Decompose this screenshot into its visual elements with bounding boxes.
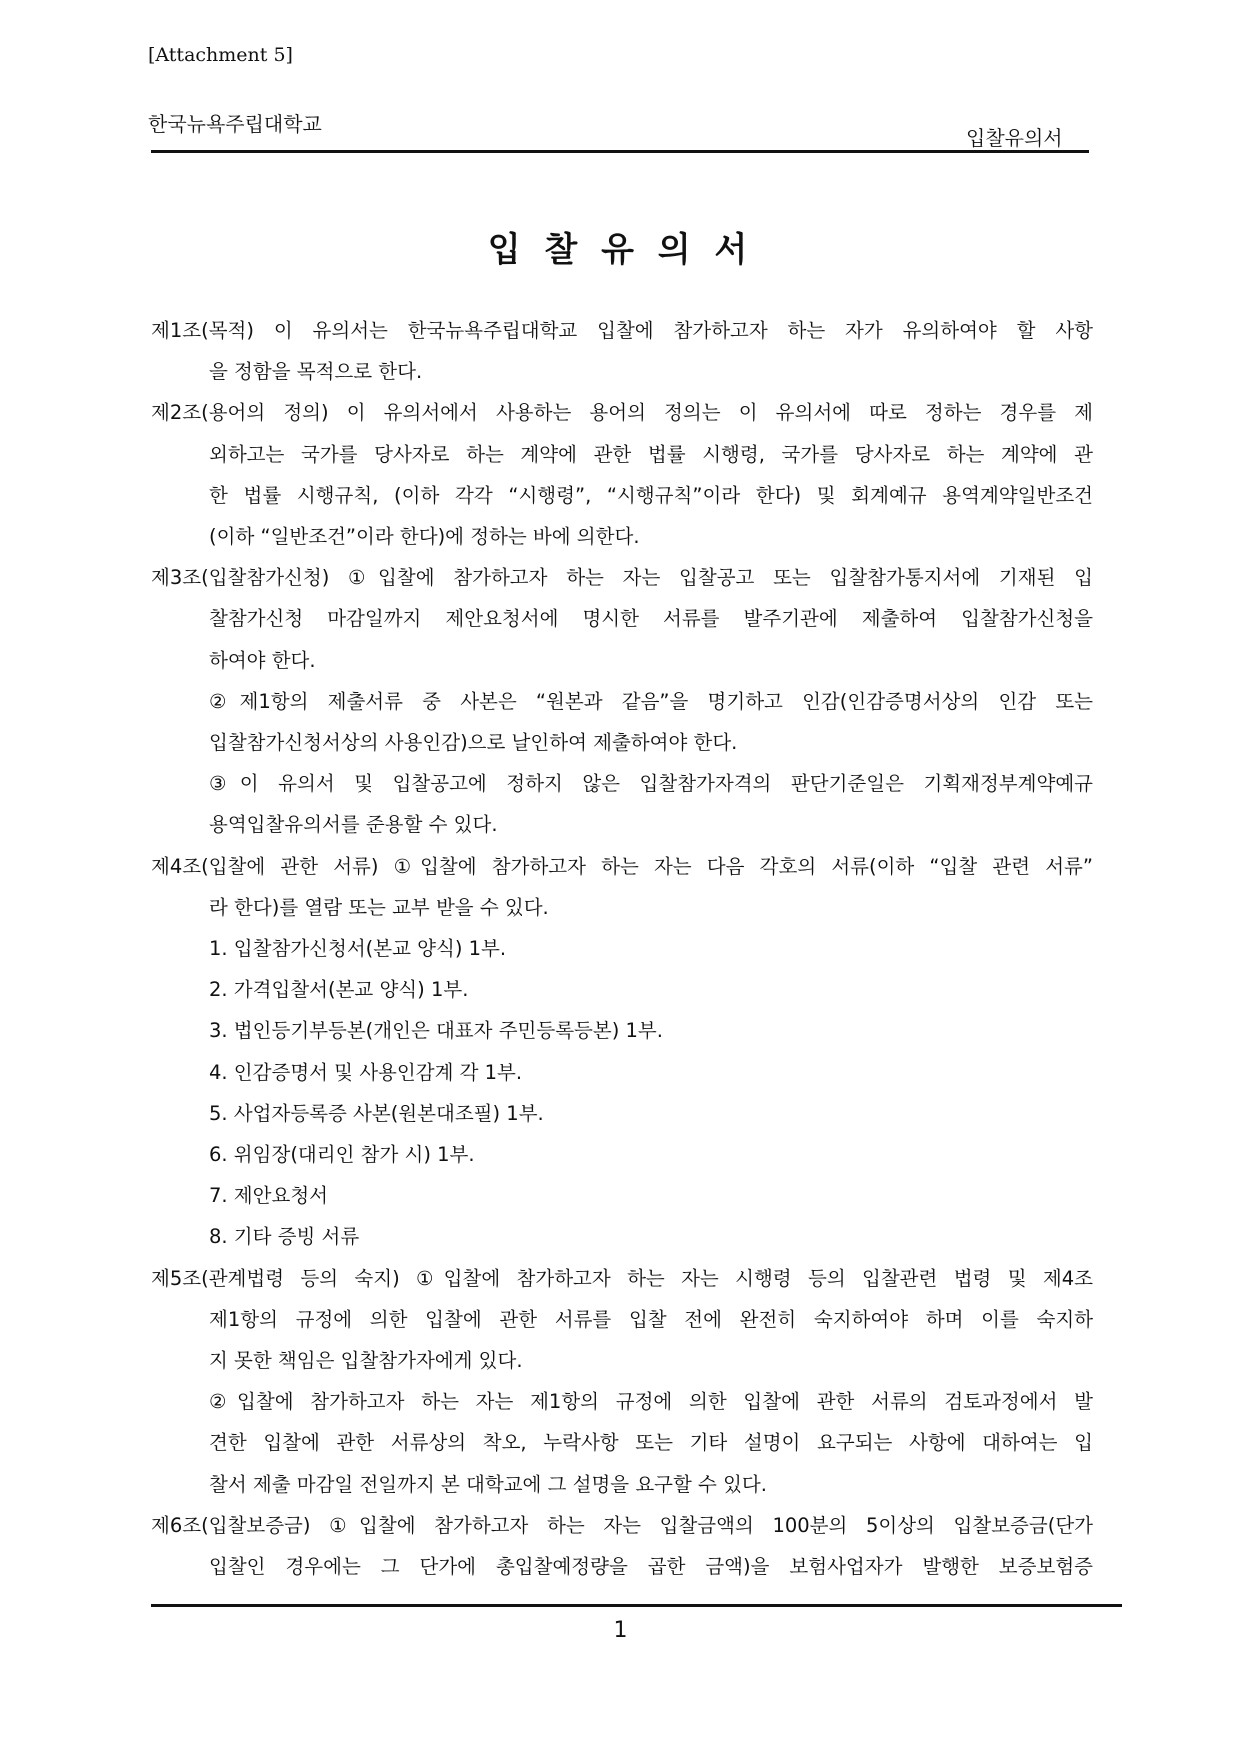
header-organization: 한국뉴욕주립대학교 (148, 112, 322, 136)
header-rule (151, 150, 1089, 153)
list-item: 3. 법인등기부등본(개인은 대표자 주민등록등본) 1부. (209, 1019, 663, 1043)
page-number: 1 (613, 1618, 628, 1643)
list-item: 5. 사업자등록증 사본(원본대조필) 1부. (209, 1101, 544, 1125)
article-first-line: 제6조(입찰보증금) ①입찰에 참가하고자 하는 자는 입찰금액의 100분의 5이상의 입찰보증금(단가 (151, 1513, 1093, 1537)
list-item: 8. 기타 증빙 서류 (209, 1225, 360, 1249)
article-continuation (151, 1546, 1093, 1587)
paragraph-line: 용역입찰유의서를 준용할 수 있다. (209, 813, 498, 837)
article-continuation (151, 598, 1093, 680)
paragraph-line: ②제1항의 제출서류 중 사본은 “원본과 같음”을 명기하고 인감(인감증명서상의 인감 또는 (209, 689, 1093, 713)
list-item: 1. 입찰참가신청서(본교 양식) 1부. (209, 937, 507, 961)
article-line: 외하고는 국가를 당사자로 하는 계약에 관한 법률 시행령, 국가를 당사자로 하는 계약에 관 (209, 442, 1093, 466)
article-line: 한 법률 시행규칙, (이하 각각 “시행령”, “시행규칙”이라 한다) 및 회계예규 용역계약일반조건 (209, 483, 1093, 507)
document-title: 입 찰 유 의 서 (487, 230, 754, 270)
article-first-line: 제2조(용어의 정의) 이 유의서에서 사용하는 용어의 정의는 이 유의서에 따로 정하는 경우를 제 (151, 401, 1093, 425)
paragraph-line: 입찰참가신청서상의 사용인감)으로 날인하여 제출하여야 한다. (209, 731, 738, 755)
article-5 (151, 1258, 1093, 1505)
article-first-line: 제5조(관계법령 등의 숙지) ①입찰에 참가하고자 하는 자는 시행령 등의 입찰관련 법령 및 제4조 (151, 1266, 1093, 1290)
article-4 (151, 846, 1093, 1258)
article-line: 입찰인 경우에는 그 단가에 총입찰예정량을 곱한 금액)을 보험사업자가 발행한 보증보험증 (209, 1555, 1093, 1579)
document-body (151, 310, 1093, 1587)
list-item: 2. 가격입찰서(본교 양식) 1부. (209, 978, 469, 1002)
article-first-line: 제1조(목적) 이 유의서는 한국뉴욕주립대학교 입찰에 참가하고자 하는 자가 유의하여야 할 사항 (151, 319, 1093, 342)
article-line: 제1항의 규정에 의한 입찰에 관한 서류를 입찰 전에 완전히 숙지하여야 하며 이를 숙지하 (209, 1307, 1093, 1331)
list-item: 4. 인감증명서 및 사용인감계 각 1부. (209, 1060, 523, 1084)
paragraph-line: 견한 입찰에 관한 서류상의 착오, 누락사항 또는 기타 설명이 요구되는 사항에 대하여는 입 (209, 1431, 1093, 1455)
article-line: 하여야 한다. (209, 648, 316, 672)
article-continuation (151, 887, 1093, 928)
article-paragraph (151, 1381, 1093, 1505)
article-3 (151, 557, 1093, 845)
article-paragraph (151, 763, 1093, 845)
article-continuation (151, 1299, 1093, 1381)
article-line: 찰참가신청 마감일까지 제안요청서에 명시한 서류를 발주기관에 제출하여 입찰참가신청을 (209, 607, 1093, 631)
list-item: 7. 제안요청서 (209, 1184, 328, 1208)
paragraph-line: ③이 유의서 및 입찰공고에 정하지 않은 입찰참가자격의 판단기준일은 기획재정부계약예규 (209, 772, 1093, 796)
article-6 (151, 1505, 1093, 1587)
attachment-label: [Attachment 5] (148, 44, 293, 66)
list-item: 6. 위임장(대리인 참가 시) 1부. (209, 1143, 475, 1167)
article-line: 지 못한 책임은 입찰참가자에게 있다. (209, 1349, 523, 1373)
article-first-line: 제3조(입찰참가신청) ①입찰에 참가하고자 하는 자는 입찰공고 또는 입찰참가통지서에 기재된 입 (151, 566, 1093, 590)
article-continuation (151, 434, 1093, 558)
article-2 (151, 392, 1093, 557)
paragraph-line: 찰서 제출 마감일 전일까지 본 대학교에 그 설명을 요구할 수 있다. (209, 1472, 767, 1496)
header-document-name: 입찰유의서 (966, 126, 1063, 150)
article-paragraph (151, 681, 1093, 763)
article-continuation (151, 351, 1093, 392)
article-line: 을 정함을 목적으로 한다. (209, 360, 423, 384)
article-first-line: 제4조(입찰에 관한 서류) ①입찰에 참가하고자 하는 자는 다음 각호의 서류(이하 “입찰 관련 서류” (151, 854, 1093, 878)
footer-rule (151, 1604, 1122, 1607)
article-1 (151, 310, 1093, 392)
article-line: (이하 “일반조건”이라 한다)에 정하는 바에 의한다. (209, 525, 640, 549)
article-line: 라 한다)를 열람 또는 교부 받을 수 있다. (209, 895, 549, 919)
paragraph-line: ②입찰에 참가하고자 하는 자는 제1항의 규정에 의한 입찰에 관한 서류의 검토과정에서 발 (209, 1390, 1093, 1414)
